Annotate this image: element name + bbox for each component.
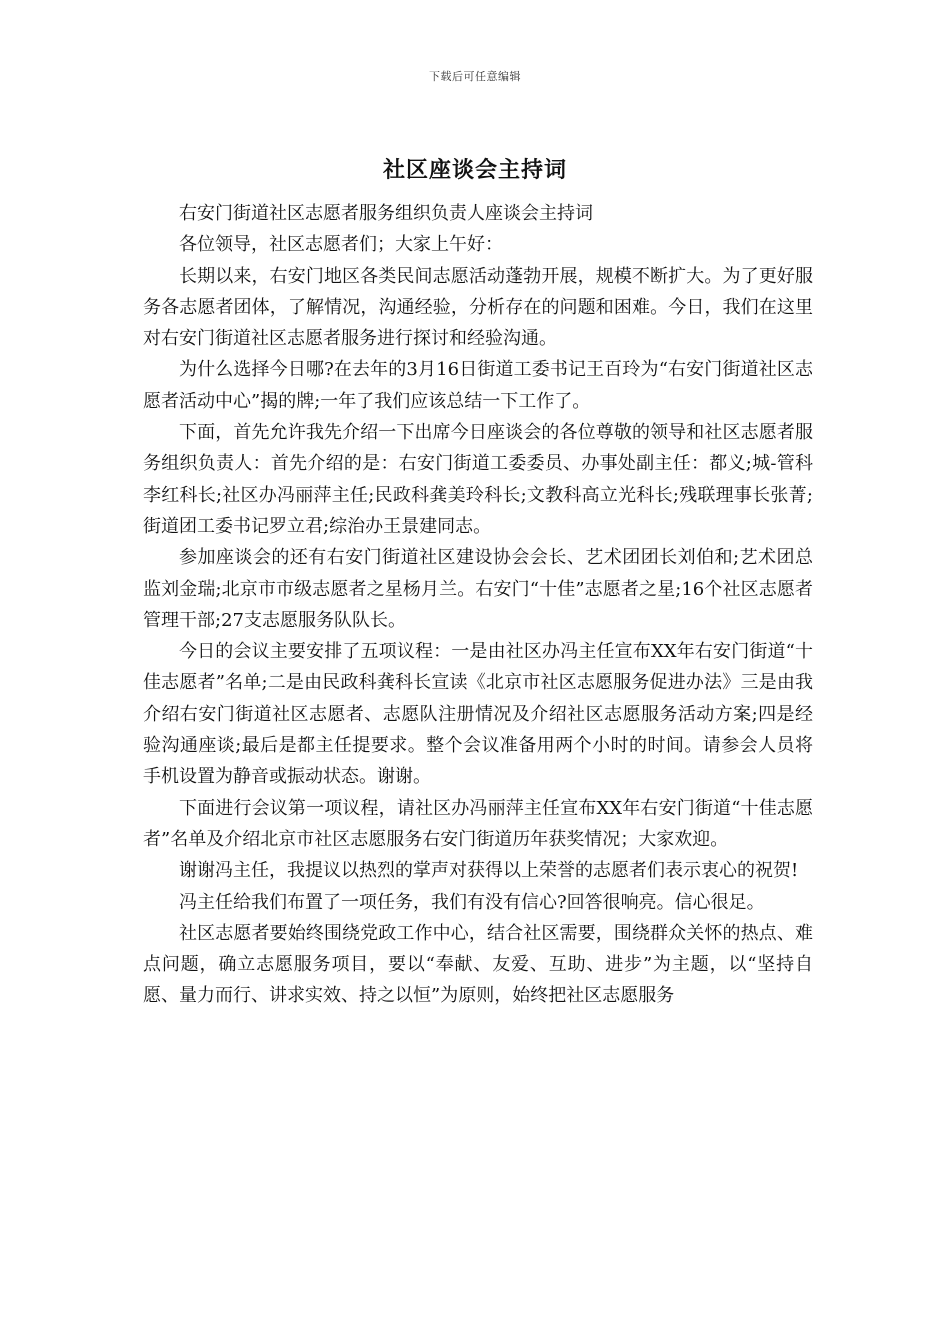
paragraph-greeting: 各位领导，社区志愿者们；大家上午好： bbox=[179, 234, 503, 256]
paragraph-agenda: 今日的会议主要安排了五项议程：一是由社区办冯主任宣布XX年右安门街道“十佳志愿者”名单;二是由民政科龚科长宣读《北京市社区志愿服务促进办法》三是由我介绍右安门街道社区志愿者、志愿队注册情况及介绍社区志愿服务活动方案;四是经验沟通座谈;最后是都主任提要求。整个会议准备用两个小时的时间。请参会人员将手机设置为静音或振动状态。谢谢。 bbox=[143, 641, 813, 788]
paragraph-introductions: 下面，首先允许我先介绍一下出席今日座谈会的各位尊敬的领导和社区志愿者服务组织负责人：首先介绍的是：右安门街道工委委员、办事处副主任：都义;城-管科李红科长;社区办冯丽萍主任;民政科龚美玲科长;文教科高立光科长;残联理事长张菁;街道团工委书记罗立君;综治办王景建同志。 bbox=[143, 422, 813, 537]
document-body bbox=[143, 198, 813, 1012]
header-note: 下载后可任意编辑 bbox=[429, 70, 521, 83]
paragraph-attendees: 参加座谈会的还有右安门街道社区建设协会会长、艺术团团长刘伯和;艺术团总监刘金瑞;北京市市级志愿者之星杨月兰。右安门“十佳”志愿者之星;16个社区志愿者管理干部;27支志愿服务队队长。 bbox=[143, 547, 813, 631]
paragraph-task: 冯主任给我们布置了一项任务，我们有没有信心?回答很响亮。信心很足。 bbox=[179, 891, 765, 913]
document-title: 社区座谈会主持词 bbox=[382, 157, 567, 183]
paragraph-first-item: 下面进行会议第一项议程，请社区办冯丽萍主任宣布XX年右安门街道“十佳志愿者”名单及介绍北京市社区志愿服务右安门街道历年获奖情况；大家欢迎。 bbox=[143, 797, 813, 850]
paragraph-subtitle: 右安门街道社区志愿者服务组织负责人座谈会主持词 bbox=[179, 203, 593, 224]
paragraph-principles: 社区志愿者要始终围绕党政工作中心，结合社区需要，围绕群众关怀的热点、难点问题，确立志愿服务项目，要以“奉献、友爱、互助、进步”为主题，以“坚持自愿、量力而行、讲求实效、持之以恒”为原则，始终把社区志愿服务 bbox=[143, 922, 813, 1007]
paragraph-thanks: 谢谢冯主任，我提议以热烈的掌声对获得以上荣誉的志愿者们表示衷心的祝贺! bbox=[179, 860, 799, 882]
paragraph-why-today: 为什么选择今日哪?在去年的3月16日街道工委书记王百玲为“右安门街道社区志愿者活动中心”揭的牌;一年了我们应该总结一下工作了。 bbox=[143, 359, 813, 412]
paragraph-background: 长期以来，右安门地区各类民间志愿活动蓬勃开展，规模不断扩大。为了更好服务各志愿者团体，了解情况，沟通经验，分析存在的问题和困难。今日，我们在这里对右安门街道社区志愿者服务进行探讨和经验沟通。 bbox=[143, 265, 813, 350]
